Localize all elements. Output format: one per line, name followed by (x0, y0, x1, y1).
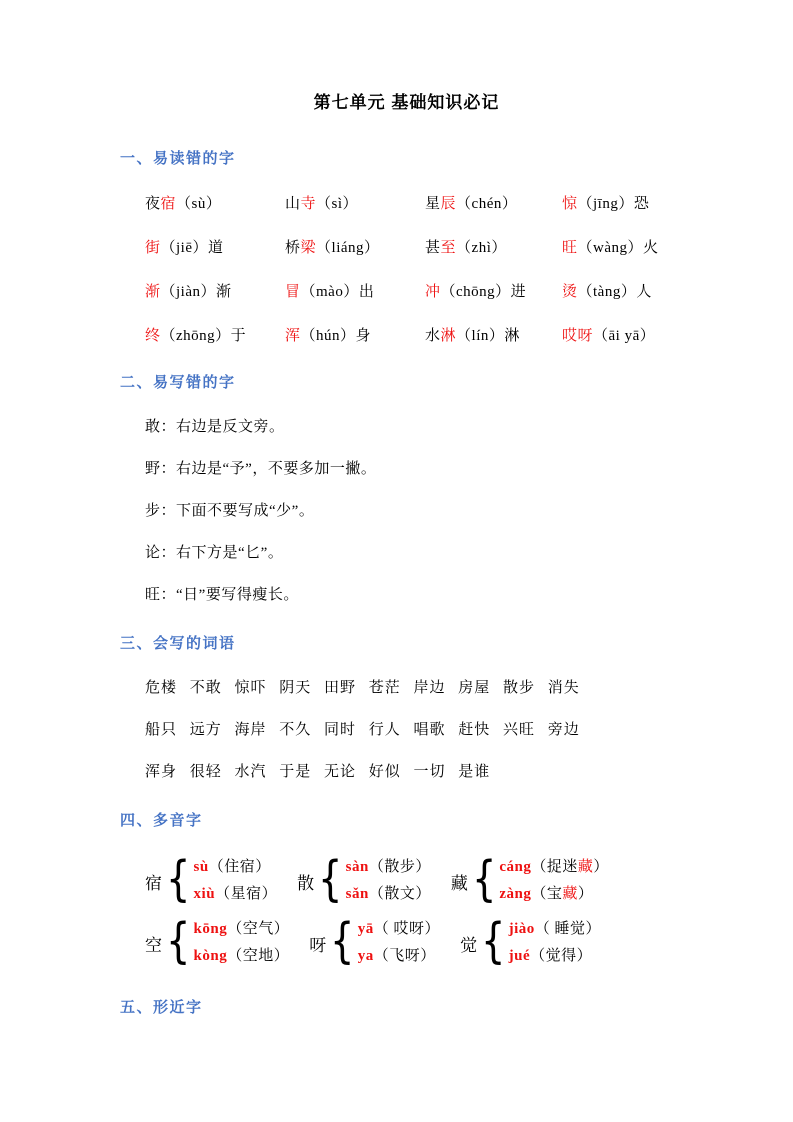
entry-suffix: （liáng） (316, 240, 380, 256)
option-highlight-char: 藏 (562, 886, 578, 902)
polyphonic-option (509, 943, 601, 970)
pinyin: sǎn (345, 886, 369, 902)
option-text: （ 哎呀） (373, 921, 441, 937)
misread-entry (285, 192, 425, 213)
pinyin: zàng (499, 886, 532, 902)
entry-suffix: （jiàn）渐 (160, 284, 232, 300)
polyphonic-options (358, 916, 440, 970)
section-5-heading: 五、形近字 (120, 999, 203, 1016)
entry-highlight-char: 哎呀 (562, 328, 594, 344)
misread-entry (562, 280, 693, 301)
entry-highlight-char: 旺 (562, 240, 578, 256)
polyphonic-options (509, 916, 601, 970)
misread-entry (145, 280, 285, 301)
entry-prefix: 星 (425, 196, 441, 212)
word-list-line: 船只 远方 海岸 不久 同时 行人 唱歌 赶快 兴旺 旁边 (145, 722, 580, 738)
pinyin: sù (193, 859, 209, 875)
polyphonic-option (499, 881, 609, 908)
option-text: （ 睡觉） (534, 921, 602, 937)
entry-suffix: （chén） (456, 196, 518, 212)
section-1-grid (145, 192, 693, 345)
option-text: （捉迷 (531, 859, 578, 875)
option-text: （住宿） (208, 859, 271, 875)
entry-suffix: （zhì） (456, 240, 507, 256)
pinyin: ya (357, 948, 374, 964)
polyphonic-group (460, 913, 602, 970)
polyphonic-base-char: 藏 (450, 873, 468, 893)
brace-glyph: { (330, 913, 355, 969)
misread-entry (562, 192, 693, 213)
polyphonic-group (145, 913, 290, 970)
option-highlight-char: 藏 (577, 859, 594, 875)
entry-prefix: 甚 (425, 240, 441, 256)
misread-entry (562, 324, 693, 345)
entry-prefix: 夜 (145, 196, 161, 212)
pinyin: xiù (193, 886, 216, 902)
brace-glyph: { (481, 913, 506, 969)
entry-highlight-char: 至 (440, 240, 457, 256)
polyphonic-option (358, 943, 440, 970)
entry-suffix: （wàng）火 (577, 240, 659, 256)
polyphonic-option (509, 916, 601, 943)
polyphonic-option (346, 881, 431, 908)
misread-entry (425, 324, 562, 345)
polyphonic-row (145, 913, 693, 970)
section-2-lines (120, 416, 693, 606)
brace-glyph: { (166, 913, 191, 969)
misread-entry (425, 280, 562, 301)
pinyin: sàn (345, 859, 369, 875)
entry-highlight-char: 宿 (160, 196, 177, 212)
polyphonic-options (346, 854, 431, 908)
entry-highlight-char: 寺 (300, 196, 317, 212)
section-3-heading: 三、会写的词语 (120, 635, 236, 652)
polyphonic-base-char: 觉 (460, 935, 478, 955)
polyphonic-group (450, 851, 609, 908)
entry-suffix: （āi yā） (593, 328, 656, 344)
polyphonic-group (309, 913, 441, 970)
option-text-tail: ） (577, 886, 594, 902)
entry-highlight-char: 烫 (562, 284, 578, 300)
polyphonic-row (145, 851, 693, 908)
miswrite-note: 步：下面不要写成“少”。 (145, 503, 315, 519)
entry-highlight-char: 浑 (285, 328, 301, 344)
misread-entry (562, 236, 693, 257)
entry-suffix: （hún）身 (300, 328, 372, 344)
entry-highlight-char: 渐 (145, 284, 161, 300)
entry-suffix: （jīng）恐 (577, 196, 650, 212)
misread-entry (285, 236, 425, 257)
entry-suffix: （sì） (316, 196, 359, 212)
option-text: （飞呀） (373, 948, 436, 964)
polyphonic-group (145, 851, 278, 908)
polyphonic-options (194, 854, 278, 908)
entry-highlight-char: 街 (145, 240, 161, 256)
polyphonic-option (194, 943, 290, 970)
pinyin: cáng (499, 859, 532, 875)
polyphonic-option (499, 854, 609, 881)
entry-highlight-char: 梁 (300, 240, 317, 256)
word-list-line: 危楼 不敢 惊吓 阴天 田野 苍茫 岸边 房屋 散步 消失 (145, 680, 580, 696)
entry-suffix: （jiē）道 (160, 240, 224, 256)
misread-entry (145, 324, 285, 345)
pinyin: kòng (193, 948, 228, 964)
entry-suffix: （zhōng）于 (160, 328, 247, 344)
misread-entry (425, 192, 562, 213)
entry-highlight-char: 惊 (562, 196, 578, 212)
miswrite-note: 野：右边是“予”，不要多加一撇。 (145, 461, 377, 477)
misread-entry (145, 192, 285, 213)
entry-suffix: （lín）淋 (456, 328, 520, 344)
misread-entry (285, 280, 425, 301)
pinyin: yā (357, 921, 374, 937)
entry-highlight-char: 辰 (440, 196, 457, 212)
entry-prefix: 山 (285, 196, 301, 212)
section-2-heading: 二、易写错的字 (120, 374, 236, 391)
polyphonic-option (194, 881, 278, 908)
section-1-heading: 一、易读错的字 (120, 150, 236, 167)
pinyin: jiào (508, 921, 535, 937)
section-4-heading: 四、多音字 (120, 812, 203, 829)
misread-entry (285, 324, 425, 345)
polyphonic-group (297, 851, 431, 908)
entry-highlight-char: 冒 (285, 284, 301, 300)
entry-highlight-char: 冲 (425, 284, 441, 300)
brace-glyph: { (471, 851, 497, 907)
brace-glyph: { (318, 851, 343, 907)
document-title: 第七单元 基础知识必记 (313, 93, 500, 112)
polyphonic-option (194, 916, 290, 943)
misread-entry (425, 236, 562, 257)
option-text: （散步） (368, 859, 431, 875)
pinyin: jué (508, 948, 531, 964)
polyphonic-base-char: 宿 (145, 873, 162, 893)
section-3-lines (120, 677, 693, 783)
option-text-tail: ） (593, 859, 609, 875)
entry-highlight-char: 淋 (440, 328, 457, 344)
polyphonic-option (194, 854, 278, 881)
option-text: （觉得） (530, 948, 593, 964)
entry-suffix: （tàng）人 (577, 284, 652, 300)
polyphonic-base-char: 呀 (309, 935, 327, 955)
pinyin: kōng (193, 921, 228, 937)
polyphonic-option (346, 854, 431, 881)
polyphonic-base-char: 空 (145, 935, 162, 955)
option-text: （散文） (368, 886, 431, 902)
option-text: （空地） (227, 948, 290, 964)
entry-prefix: 桥 (285, 240, 301, 256)
miswrite-note: 敢：右边是反文旁。 (145, 419, 285, 435)
polyphonic-option (358, 916, 440, 943)
polyphonic-base-char: 散 (297, 873, 315, 893)
option-text: （宝 (531, 886, 563, 902)
entry-suffix: （chōng）进 (440, 284, 527, 300)
entry-highlight-char: 终 (145, 328, 161, 344)
option-text: （星宿） (215, 886, 278, 902)
entry-prefix: 水 (425, 328, 441, 344)
entry-suffix: （mào）出 (300, 284, 375, 300)
polyphonic-options (194, 916, 290, 970)
miswrite-note: 旺：“日”要写得瘦长。 (145, 587, 299, 603)
entry-suffix: （sù） (176, 196, 222, 212)
option-text: （空气） (227, 921, 290, 937)
brace-glyph: { (166, 851, 191, 907)
miswrite-note: 论：右下方是“匕”。 (145, 545, 284, 561)
polyphonic-options (499, 854, 609, 908)
word-list-line: 浑身 很轻 水汽 于是 无论 好似 一切 是谁 (145, 764, 491, 780)
misread-entry (145, 236, 285, 257)
